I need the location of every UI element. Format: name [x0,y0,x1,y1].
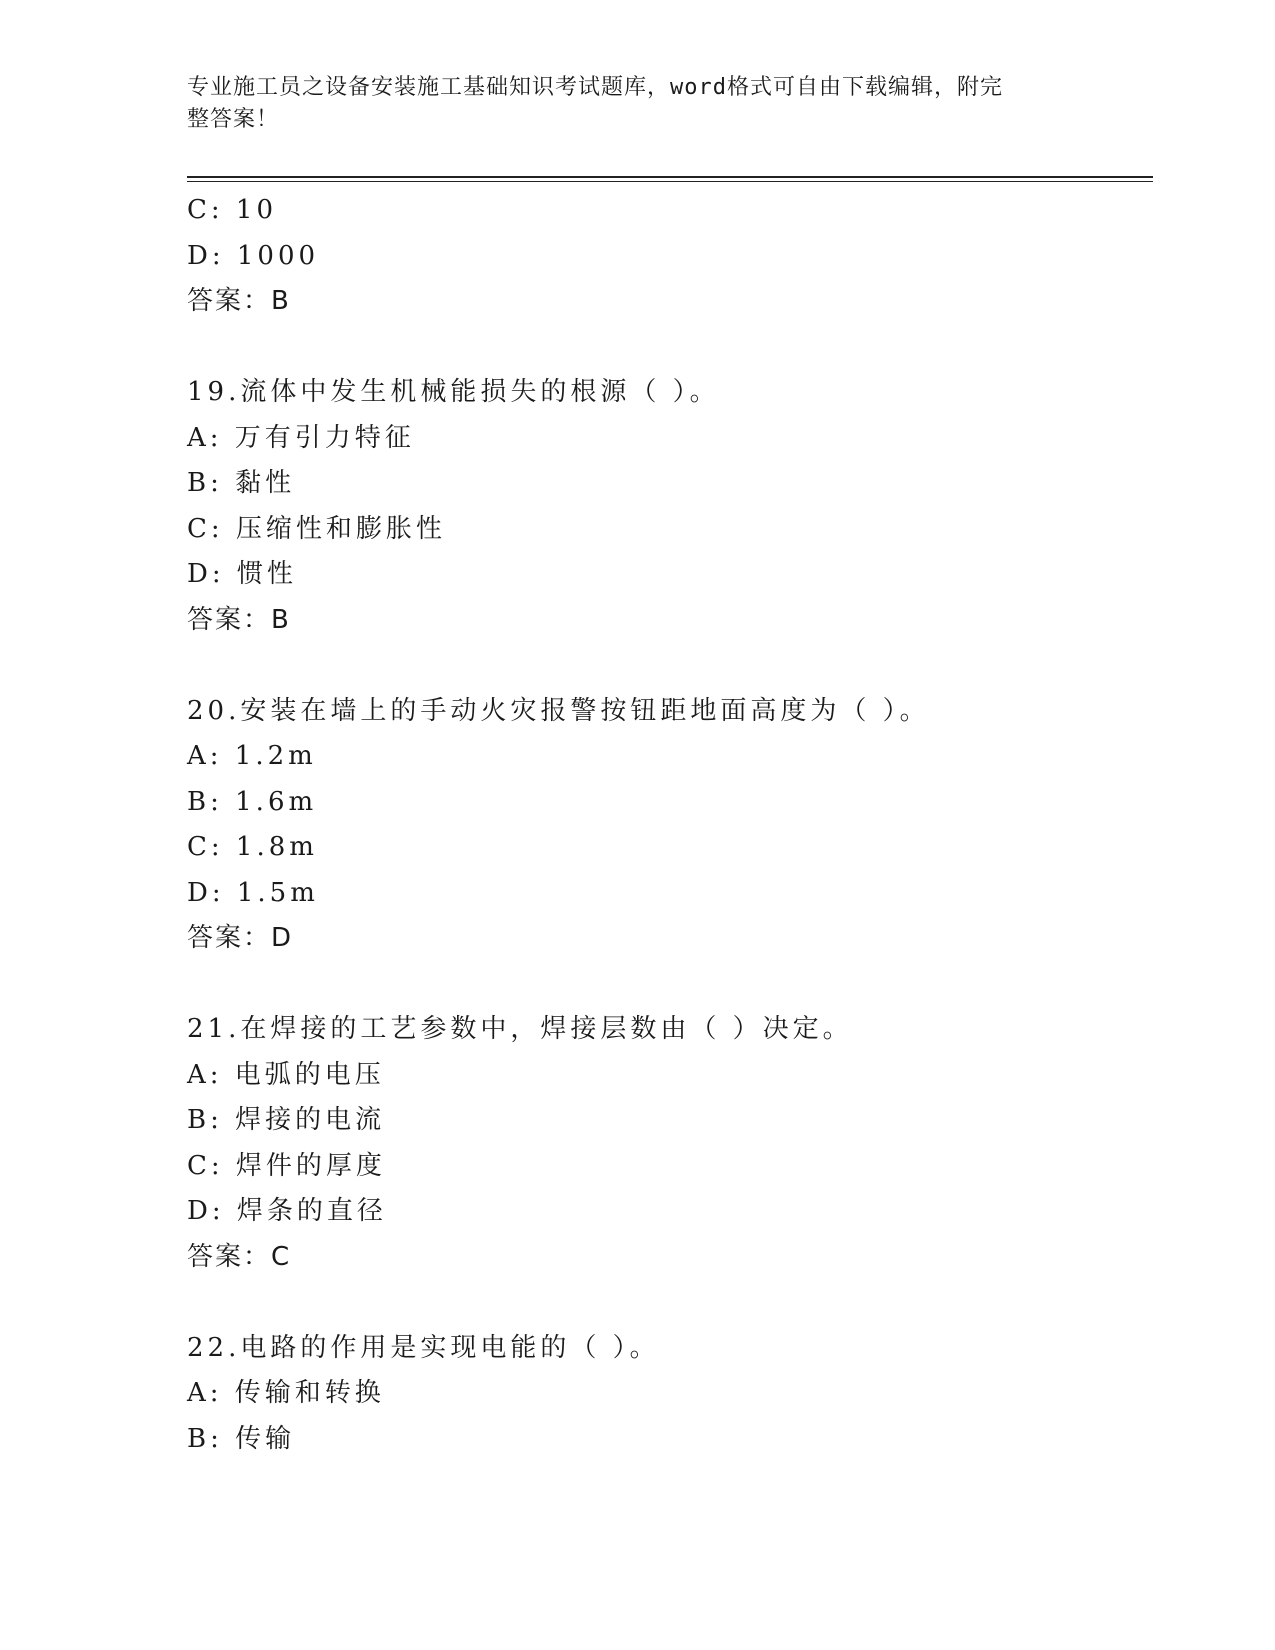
option-a: A: 电弧的电压 [187,1059,385,1090]
spacer [187,643,1147,689]
spacer [187,962,1147,1008]
option-c: C: 10 [187,195,278,225]
question-19 [187,370,1147,643]
option-a: A: 1.2m [187,741,317,771]
spacer [187,325,1147,371]
answer: 答案：C [187,1241,292,1272]
document-header [187,72,1087,136]
option-c: C: 1.8m [187,832,318,862]
option-b: B: 传输 [187,1423,296,1454]
option-b: B: 黏性 [187,468,296,498]
question-22 [187,1326,1147,1463]
option-a: A: 传输和转换 [187,1378,385,1408]
spacer [187,1280,1147,1326]
option-b: B: 1.6m [187,786,318,817]
question-stem: 19.流体中发生机械能损失的根源（ ）。 [187,377,720,407]
answer: 答案：B [187,286,291,316]
question-stem: 20.安装在墙上的手动火灾报警按钮距地面高度为（ ）。 [187,695,930,726]
question-20 [187,689,1147,962]
option-d: D: 1.5m [187,877,319,908]
question-stem: 22.电路的作用是实现电能的（ ）。 [187,1332,660,1363]
option-d: D: 1000 [187,240,320,271]
header-rule-thin [187,181,1153,182]
header-line-1: 专业施工员之设备安装施工基础知识考试题库，word格式可自由下载编辑，附完 [187,75,1003,100]
answer: 答案：B [187,604,291,635]
option-c: C: 压缩性和膨胀性 [187,513,446,544]
option-d: D: 焊条的直径 [187,1196,387,1226]
question-stem: 21.在焊接的工艺参数中，焊接层数由（ ）决定。 [187,1014,853,1044]
header-line-2: 整答案！ [187,107,280,132]
question-list [187,188,1147,1462]
header-rule-thick [187,176,1153,178]
question-21 [187,1007,1147,1280]
answer: 答案：D [187,923,294,953]
option-a: A: 万有引力特征 [187,422,415,453]
option-c: C: 焊件的厚度 [187,1150,386,1181]
option-b: B: 焊接的电流 [187,1105,386,1135]
option-d: D: 惯性 [187,559,297,589]
